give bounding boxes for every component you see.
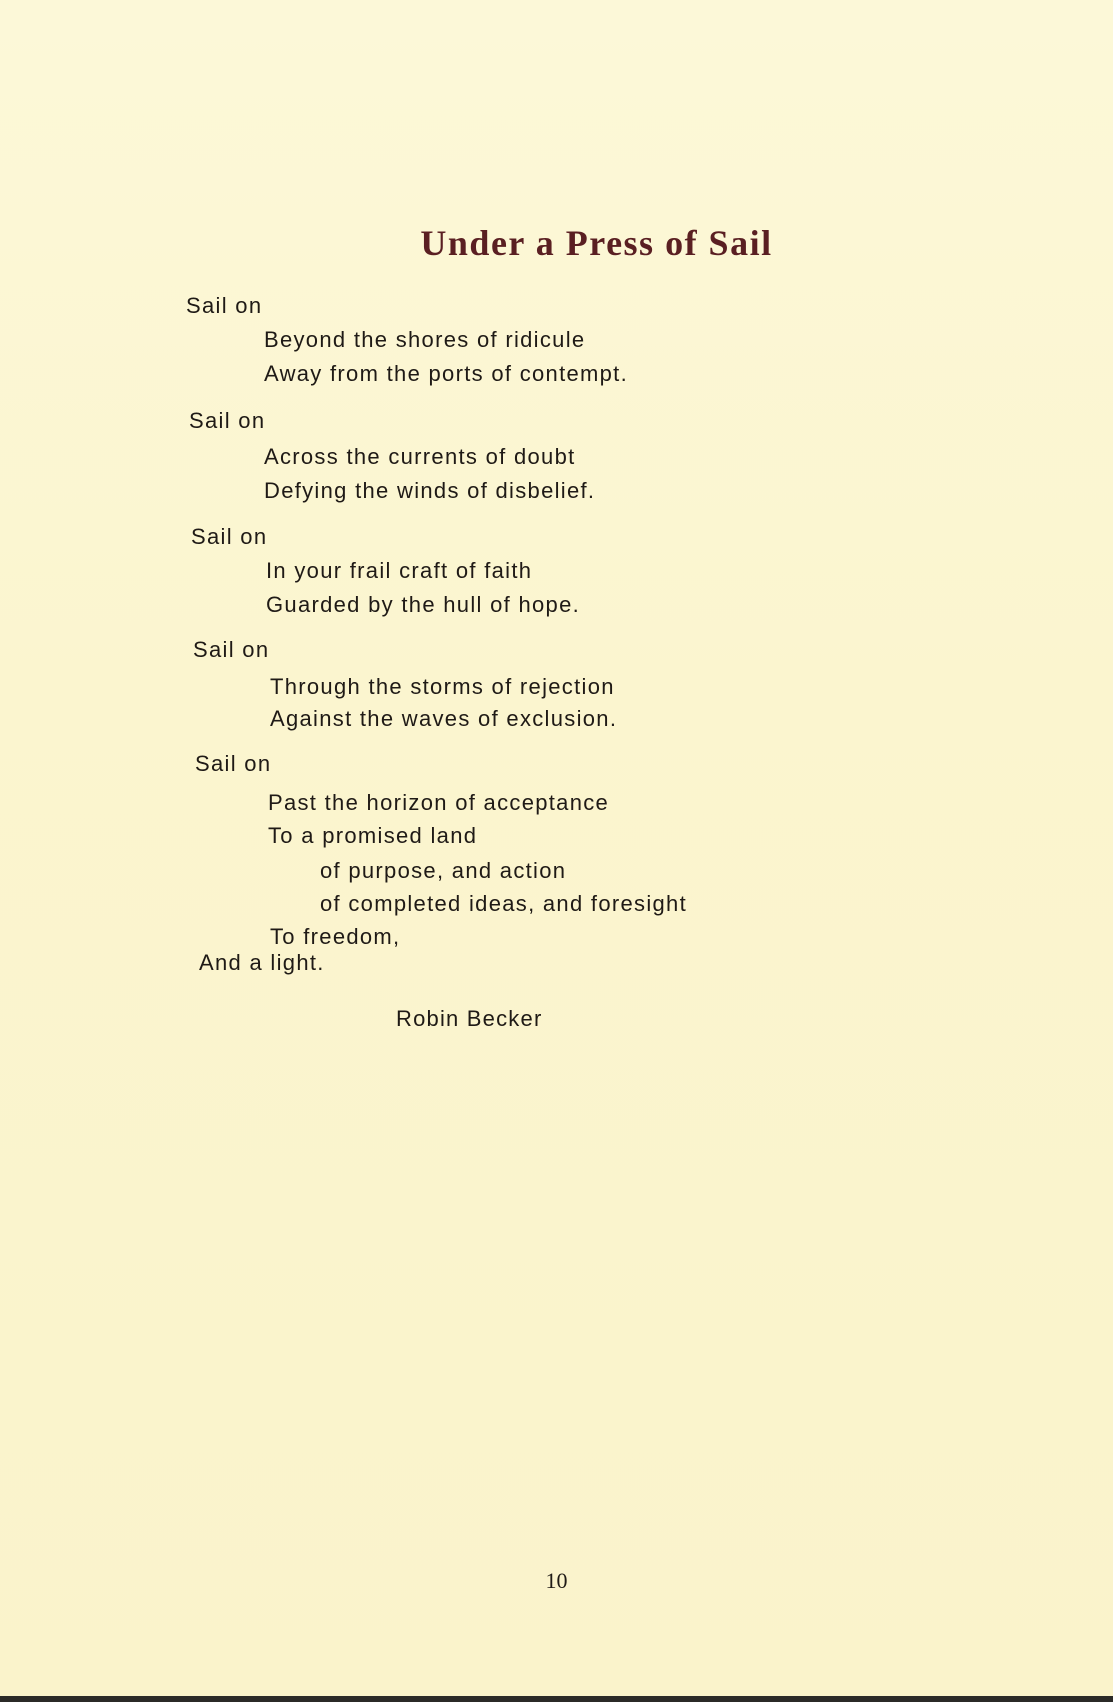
poem-line: In your frail craft of faith [266,558,533,583]
poem-line: Sail on [193,637,270,662]
poem-line: of purpose, and action [320,858,567,883]
poem-line: Defying the winds of disbelief. [264,478,596,503]
poem-line: Sail on [191,524,268,549]
poem-line: Away from the ports of contempt. [264,361,629,386]
poem-line: of completed ideas, and foresight [320,891,687,916]
poem-line: To a promised land [268,823,478,848]
poem-line: Through the storms of rejection [270,674,615,699]
page-number: 10 [545,1568,568,1593]
poem-line: Past the horizon of acceptance [268,790,610,815]
scan-bottom-edge [0,1696,1113,1702]
poem-line: Sail on [189,408,266,433]
poem-line: To freedom, [270,924,401,949]
poem-line: Across the currents of doubt [264,444,576,469]
poem-title: Under a Press of Sail [420,223,773,263]
poem-author: Robin Becker [396,1006,543,1031]
poem-line: Sail on [186,293,263,318]
poem-line: Against the waves of exclusion. [270,706,618,731]
poem-line: And a light. [199,950,325,975]
poem-line: Sail on [195,751,272,776]
poem-line: Beyond the shores of ridicule [264,327,586,352]
poem-line: Guarded by the hull of hope. [266,592,581,617]
